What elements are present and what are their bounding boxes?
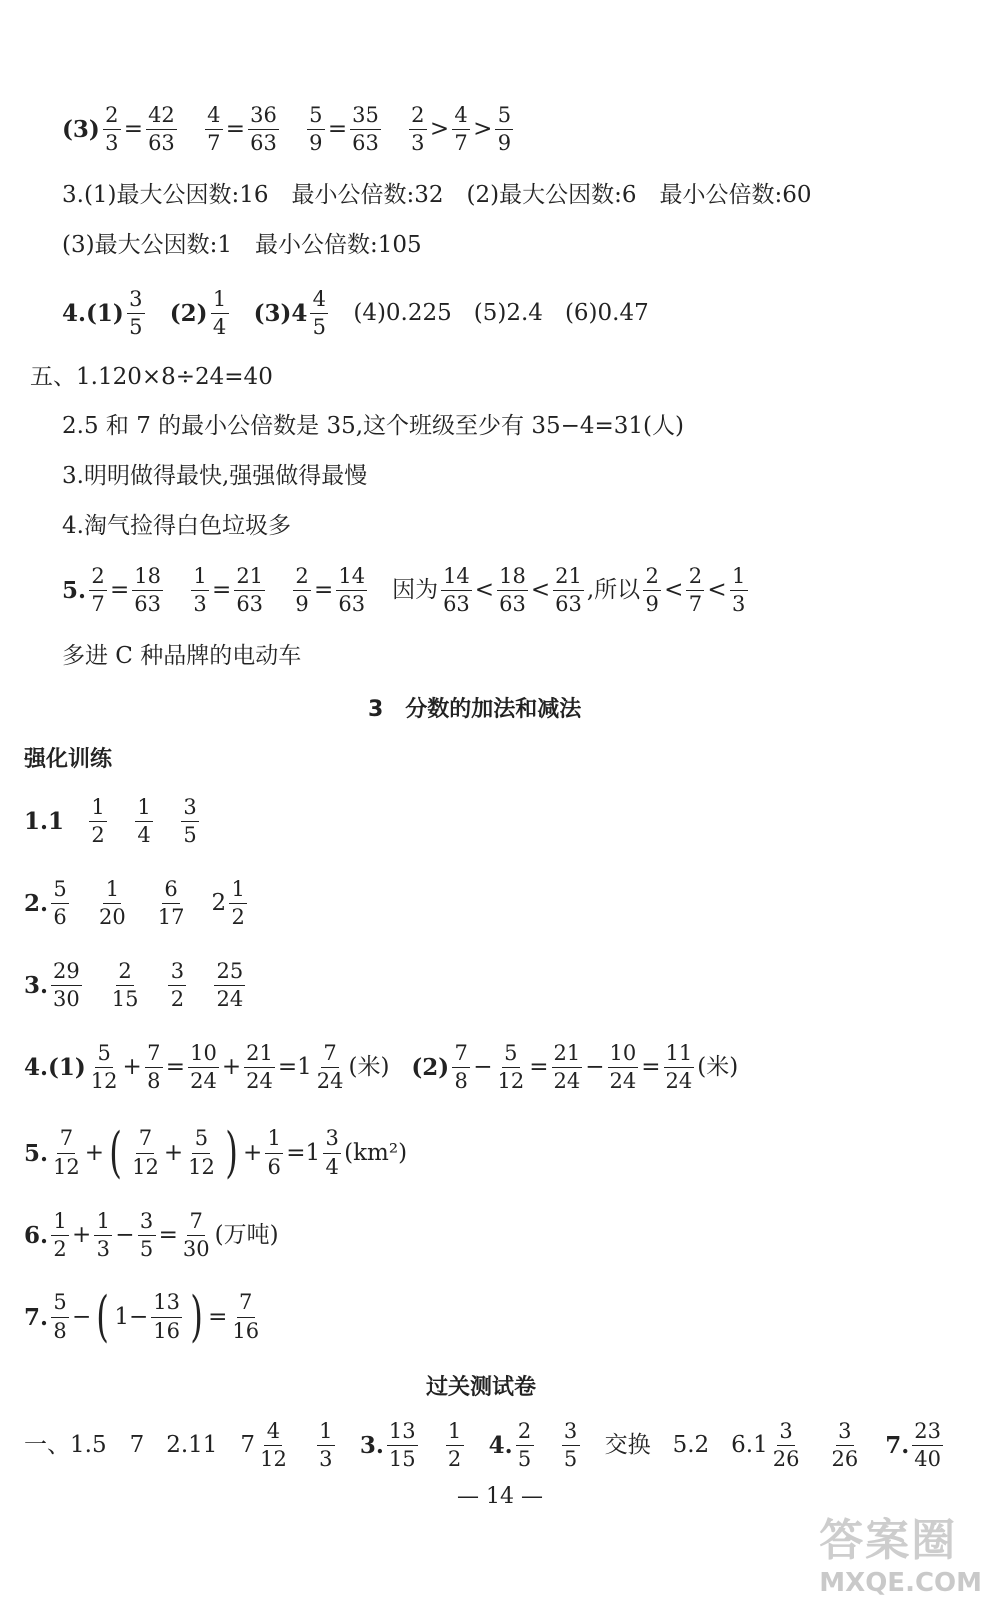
numerator: 3 — [836, 1420, 854, 1446]
numerator: 3 — [323, 1127, 341, 1153]
fraction — [181, 1210, 212, 1261]
numerator: 1 — [446, 1420, 464, 1446]
test-answer-line — [24, 1420, 946, 1471]
denominator: 4 — [212, 315, 227, 340]
fraction — [156, 878, 187, 929]
fraction — [664, 1042, 695, 1093]
numerator: 11 — [664, 1042, 695, 1068]
numerator: 3 — [562, 1420, 580, 1446]
fraction — [97, 878, 128, 929]
denominator: 24 — [216, 987, 244, 1012]
numerator: 21 — [244, 1042, 275, 1068]
denominator: 63 — [338, 592, 366, 617]
denominator: 16 — [232, 1318, 260, 1343]
fraction — [89, 1042, 120, 1093]
denominator: 12 — [53, 1154, 80, 1179]
denominator: 30 — [182, 1237, 210, 1262]
answer-line-five-2 — [62, 415, 684, 438]
text: 1− — [114, 1303, 149, 1330]
denominator: 63 — [443, 592, 470, 617]
numerator: 7 — [145, 1042, 163, 1068]
denominator: 26 — [831, 1447, 859, 1472]
numerator: 1 — [265, 1127, 283, 1153]
numerator: 7 — [237, 1291, 255, 1317]
numerator: 4 — [264, 1420, 282, 1446]
fraction — [387, 1420, 418, 1471]
fraction — [307, 104, 325, 155]
fraction — [446, 1420, 464, 1471]
fraction — [452, 1042, 470, 1093]
numerator: 35 — [350, 104, 381, 130]
equals-sign: = — [123, 116, 144, 143]
item-label: 3. — [359, 1432, 384, 1460]
answer-line-five-1 — [30, 366, 273, 389]
fraction — [51, 1210, 69, 1261]
fraction — [686, 565, 704, 616]
denominator: 8 — [53, 1318, 67, 1343]
denominator: 2 — [170, 987, 185, 1012]
fraction — [110, 960, 141, 1011]
numerator: 10 — [608, 1042, 639, 1068]
plus-sign: + — [72, 1222, 92, 1249]
fraction — [138, 1210, 156, 1261]
denominator: 7 — [207, 131, 221, 156]
fraction — [643, 565, 661, 616]
numerator: 4 — [310, 288, 328, 314]
text: 2.11 7 — [166, 1432, 256, 1459]
less-than-sign: < — [707, 577, 727, 604]
minus-sign: − — [585, 1054, 605, 1081]
numerator: 13 — [387, 1420, 418, 1446]
answer-line-4-conversions — [62, 288, 649, 339]
equals-sign: = — [641, 1054, 661, 1081]
numerator: 2 — [686, 565, 704, 591]
fraction — [293, 565, 311, 616]
numerator: 2 — [293, 565, 311, 591]
numerator: 1 — [229, 878, 247, 904]
answer-line-five-5 — [62, 565, 751, 616]
unit: (万吨) — [214, 1222, 279, 1249]
fraction — [552, 1042, 583, 1093]
fraction — [214, 960, 245, 1011]
denominator: 12 — [90, 1069, 118, 1094]
denominator: 12 — [497, 1069, 525, 1094]
numerator: 5 — [307, 104, 325, 130]
numerator: 7 — [57, 1127, 75, 1153]
fraction — [317, 1420, 335, 1471]
denominator: 24 — [553, 1069, 581, 1094]
denominator: 20 — [99, 905, 126, 930]
numerator: 1 — [103, 878, 121, 904]
denominator: 24 — [316, 1069, 344, 1094]
denominator: 5 — [517, 1447, 532, 1472]
greater-than-sign: > — [473, 116, 493, 143]
denominator: 8 — [454, 1069, 468, 1094]
text: 五、1.120×8÷24=40 — [30, 364, 273, 390]
page-number: — 14 — — [457, 1484, 543, 1509]
answer-line-five-3 — [62, 465, 367, 488]
right-paren: ) — [190, 1285, 203, 1348]
text: 多进 C 种品牌的电动车 — [62, 643, 302, 669]
denominator: 24 — [246, 1069, 273, 1094]
numerator: 3 — [138, 1210, 156, 1236]
denominator: 7 — [91, 592, 105, 617]
denominator: 3 — [411, 131, 425, 156]
fraction — [829, 1420, 860, 1471]
equals-sign: = — [327, 116, 348, 143]
numerator: 21 — [552, 1042, 583, 1068]
fraction — [912, 1420, 943, 1471]
denominator: 24 — [609, 1069, 637, 1094]
numerator: 3 — [181, 796, 199, 822]
fraction — [244, 1042, 275, 1093]
left-paren: ( — [109, 1121, 122, 1184]
equals-sign: = — [314, 577, 334, 604]
denominator: 6 — [267, 1154, 281, 1179]
denominator: 12 — [260, 1447, 287, 1472]
greater-than-sign: > — [429, 116, 450, 143]
item-label: 4. — [488, 1432, 513, 1460]
practice-answer-4 — [24, 1042, 738, 1093]
fraction — [323, 1127, 341, 1178]
denominator: 3 — [105, 131, 119, 156]
numerator: 36 — [248, 104, 279, 130]
denominator: 3 — [96, 1237, 110, 1262]
practice-answer-5 — [24, 1121, 408, 1184]
fraction — [265, 1127, 283, 1178]
text: (6)0.47 — [564, 300, 649, 327]
item-label: 4.(1) — [24, 1054, 86, 1082]
item-label: 5. — [62, 577, 87, 605]
answer-line-five-4 — [62, 515, 291, 538]
numerator: 25 — [214, 960, 245, 986]
fraction — [553, 565, 584, 616]
fraction — [127, 288, 145, 339]
numerator: 2 — [103, 104, 121, 130]
denominator: 3 — [193, 592, 207, 617]
practice-answer-6 — [24, 1210, 279, 1261]
denominator: 24 — [665, 1069, 693, 1094]
text: =1 — [277, 1054, 312, 1081]
fraction — [495, 104, 513, 155]
numerator: 42 — [146, 104, 177, 130]
text: (4)0.225 — [353, 300, 452, 327]
denominator: 26 — [772, 1447, 800, 1472]
text: 一、1.5 7 — [24, 1432, 145, 1459]
numerator: 2 — [516, 1420, 534, 1446]
text: (3)最大公因数:1 最小公倍数:105 — [62, 232, 422, 258]
item-label: 7. — [24, 1303, 49, 1331]
minus-sign: − — [115, 1222, 135, 1249]
numerator: 5 — [495, 104, 513, 130]
denominator: 63 — [250, 131, 277, 156]
denominator: 16 — [153, 1318, 181, 1343]
fraction — [562, 1420, 580, 1471]
denominator: 63 — [499, 592, 526, 617]
denominator: 2 — [53, 1237, 67, 1262]
numerator: 23 — [912, 1420, 943, 1446]
denominator: 40 — [914, 1447, 941, 1472]
denominator: 2 — [447, 1447, 462, 1472]
fraction — [497, 565, 528, 616]
test-section-title: 过关测试卷 — [426, 1374, 537, 1400]
denominator: 4 — [325, 1154, 339, 1179]
numerator: 7 — [321, 1042, 339, 1068]
numerator: 7 — [187, 1210, 205, 1236]
less-than-sign: < — [474, 577, 495, 604]
answer-line-five-5-conclusion — [62, 645, 301, 668]
item-label: (3) — [62, 116, 100, 144]
fraction — [135, 796, 153, 847]
denominator: 15 — [111, 987, 139, 1012]
subsection-title: 强化训练 — [24, 747, 113, 772]
equals-sign: = — [225, 116, 246, 143]
item-label: (2) — [411, 1054, 450, 1082]
equals-sign: = — [208, 1303, 228, 1330]
fraction — [51, 960, 82, 1011]
item-label: (2) — [169, 300, 208, 328]
equals-sign: = — [110, 577, 130, 604]
numerator: 29 — [51, 960, 82, 986]
plus-sign: + — [163, 1139, 184, 1166]
fraction — [315, 1042, 346, 1093]
right-paren: ) — [225, 1121, 238, 1184]
numerator: 1 — [191, 565, 209, 591]
denominator: 6 — [53, 905, 67, 930]
text: 2 — [211, 890, 227, 917]
numerator: 2 — [89, 565, 107, 591]
denominator: 9 — [309, 131, 323, 156]
item-label: 4.(1) — [62, 300, 124, 328]
text: 因为 — [392, 577, 439, 604]
practice-answer-1 — [24, 796, 202, 847]
fraction — [103, 104, 121, 155]
fraction — [145, 1042, 163, 1093]
fraction — [230, 1291, 261, 1342]
numerator: 1 — [317, 1420, 335, 1446]
text: 6.1 — [731, 1432, 768, 1459]
unit: (米) — [697, 1054, 739, 1081]
denominator: 15 — [388, 1447, 416, 1472]
numerator: 2 — [116, 960, 134, 986]
denominator: 63 — [148, 131, 175, 156]
denominator: 7 — [688, 592, 703, 617]
text: 4.淘气捡得白色垃圾多 — [62, 513, 291, 539]
fraction — [168, 960, 186, 1011]
fraction — [495, 1042, 526, 1093]
answer-line-gcd-lcm-1 — [62, 184, 812, 207]
numerator: 5 — [95, 1042, 113, 1068]
practice-answer-2 — [24, 878, 250, 929]
fraction — [51, 878, 69, 929]
fraction — [181, 796, 199, 847]
numerator: 5 — [51, 1291, 69, 1317]
equals-sign: = — [529, 1054, 549, 1081]
denominator: 30 — [53, 987, 80, 1012]
fraction — [608, 1042, 639, 1093]
fraction — [191, 565, 209, 616]
fraction — [132, 565, 163, 616]
numerator: 7 — [452, 1042, 470, 1068]
fraction — [130, 1127, 161, 1178]
text: 交换 — [604, 1432, 651, 1459]
denominator: 63 — [555, 592, 582, 617]
text: 3.明明做得最快,强强做得最慢 — [62, 463, 368, 489]
plus-sign: + — [84, 1139, 105, 1166]
text: ,所以 — [586, 577, 641, 604]
practice-answer-7 — [24, 1285, 264, 1348]
numerator: 7 — [136, 1127, 154, 1153]
fraction — [730, 565, 748, 616]
numerator: 6 — [162, 878, 180, 904]
answer-line-gcd-lcm-2 — [62, 234, 422, 257]
item-label: (3)4 — [253, 300, 308, 328]
equals-sign: = — [212, 577, 232, 604]
fraction — [516, 1420, 534, 1471]
numerator: 10 — [188, 1042, 219, 1068]
minus-sign: − — [473, 1054, 493, 1081]
fraction — [310, 288, 328, 339]
denominator: 63 — [236, 592, 264, 617]
section-title: 3 分数的加法和减法 — [368, 697, 582, 722]
numerator: 5 — [502, 1042, 520, 1068]
fraction — [409, 104, 427, 155]
numerator: 1 — [94, 1210, 112, 1236]
denominator: 5 — [563, 1447, 578, 1472]
numerator: 1 — [211, 288, 229, 314]
item-label: 1.1 — [24, 808, 65, 836]
fraction — [258, 1420, 289, 1471]
denominator: 5 — [312, 315, 327, 340]
fraction — [248, 104, 279, 155]
denominator: 3 — [732, 592, 746, 617]
watermark-url: MXQE.COM — [819, 1568, 982, 1598]
text: 2.5 和 7 的最小公倍数是 35,这个班级至少有 35−4=31(人) — [62, 413, 684, 439]
fraction — [188, 1042, 219, 1093]
denominator: 4 — [137, 823, 151, 848]
numerator: 21 — [234, 565, 265, 591]
denominator: 24 — [190, 1069, 217, 1094]
denominator: 63 — [134, 592, 162, 617]
item-label: 3. — [24, 972, 49, 1000]
plus-sign: + — [122, 1054, 142, 1081]
text: 5.2 — [672, 1432, 710, 1459]
numerator: 3 — [168, 960, 186, 986]
text: (5)2.4 — [473, 300, 543, 327]
numerator: 3 — [777, 1420, 795, 1446]
numerator: 14 — [441, 565, 472, 591]
denominator: 5 — [129, 315, 143, 340]
denominator: 9 — [295, 592, 309, 617]
fraction — [51, 1127, 82, 1178]
equals-sign: = — [158, 1222, 178, 1249]
unit: (米) — [348, 1054, 390, 1081]
practice-answer-3 — [24, 960, 248, 1011]
denominator: 17 — [157, 905, 185, 930]
denominator: 2 — [231, 905, 245, 930]
numerator: 5 — [192, 1127, 210, 1153]
minus-sign: − — [72, 1303, 92, 1330]
item-label: 2. — [24, 890, 49, 918]
unit: (km²) — [344, 1139, 408, 1166]
numerator: 1 — [51, 1210, 69, 1236]
less-than-sign: < — [530, 577, 551, 604]
denominator: 63 — [352, 131, 379, 156]
numerator: 1 — [135, 796, 153, 822]
answer-line-3-fractions — [62, 104, 516, 155]
numerator: 18 — [497, 565, 528, 591]
fraction — [151, 1291, 182, 1342]
numerator: 3 — [127, 288, 145, 314]
denominator: 5 — [139, 1237, 154, 1262]
numerator: 14 — [336, 565, 367, 591]
item-label: 7. — [885, 1432, 910, 1460]
item-label: 5. — [24, 1139, 49, 1167]
fraction — [146, 104, 177, 155]
less-than-sign: < — [664, 577, 684, 604]
numerator: 21 — [553, 565, 584, 591]
numerator: 4 — [205, 104, 223, 130]
watermark-logo — [819, 1504, 982, 1598]
denominator: 8 — [147, 1069, 161, 1094]
fraction — [441, 565, 472, 616]
fraction — [211, 288, 229, 339]
text: 3.(1)最大公因数:16 最小公倍数:32 (2)最大公因数:6 最小公倍数:60 — [62, 182, 812, 208]
fraction — [234, 565, 265, 616]
plus-sign: + — [242, 1139, 263, 1166]
fraction — [452, 104, 470, 155]
plus-sign: + — [221, 1054, 242, 1081]
fraction — [771, 1420, 802, 1471]
fraction — [186, 1127, 217, 1178]
equals-sign: = — [165, 1054, 186, 1081]
fraction — [89, 565, 107, 616]
numerator: 5 — [51, 878, 69, 904]
fraction — [350, 104, 381, 155]
fraction — [205, 104, 223, 155]
watermark-text: 答案圈 — [819, 1515, 958, 1566]
text: =1 — [286, 1139, 321, 1166]
fraction — [51, 1291, 69, 1342]
fraction — [94, 1210, 112, 1261]
fraction — [89, 796, 107, 847]
fraction — [336, 565, 367, 616]
denominator: 7 — [454, 131, 468, 156]
numerator: 13 — [151, 1291, 182, 1317]
left-paren: ( — [96, 1285, 110, 1348]
denominator: 12 — [132, 1154, 159, 1179]
denominator: 9 — [497, 131, 512, 156]
denominator: 12 — [188, 1154, 215, 1179]
numerator: 4 — [452, 104, 470, 130]
denominator: 9 — [645, 592, 659, 617]
numerator: 18 — [132, 565, 163, 591]
numerator: 2 — [409, 104, 427, 130]
denominator: 5 — [183, 823, 197, 848]
numerator: 2 — [643, 565, 661, 591]
numerator: 1 — [730, 565, 748, 591]
numerator: 1 — [89, 796, 107, 822]
denominator: 2 — [91, 823, 105, 848]
denominator: 3 — [319, 1447, 333, 1472]
item-label: 6. — [24, 1222, 49, 1250]
fraction — [229, 878, 247, 929]
